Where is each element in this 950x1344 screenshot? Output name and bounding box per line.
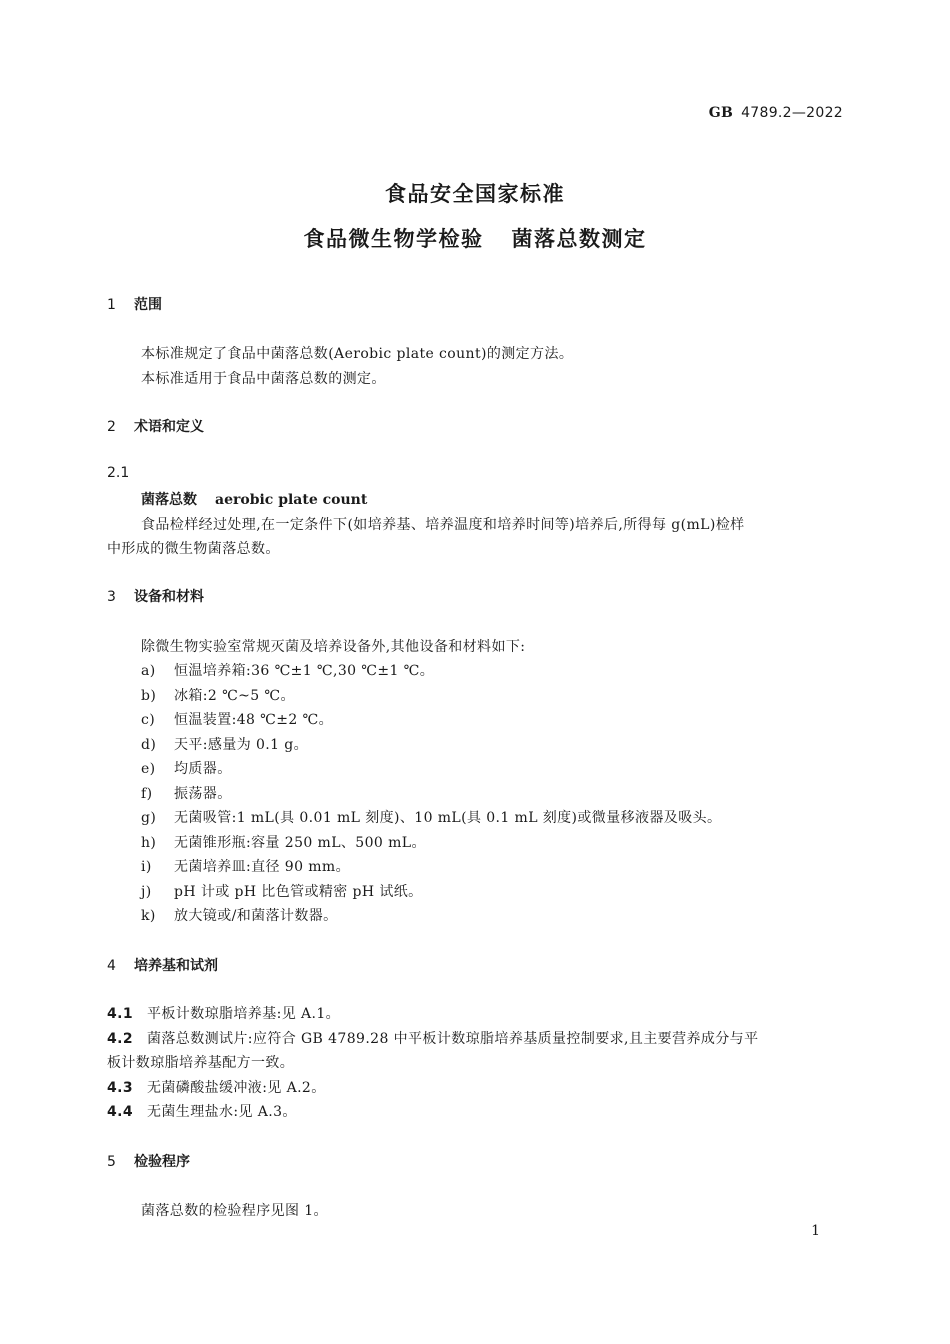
section-title: 术语和定义 (134, 419, 204, 435)
paragraph: 本标准规定了食品中菌落总数(Aerobic plate count)的测定方法。 (141, 346, 574, 362)
section-1-heading (107, 294, 162, 314)
clause-text: 无菌生理盐水:见 A.3。 (147, 1104, 297, 1120)
section-number: 3 (107, 589, 116, 605)
item-marker: k) (141, 908, 156, 924)
section-number: 2 (107, 419, 116, 435)
clause-continuation (107, 1052, 294, 1072)
clause-text: 无菌磷酸盐缓冲液:见 A.2。 (147, 1079, 326, 1096)
equipment-item (141, 807, 721, 827)
standard-number (709, 105, 843, 121)
subsection-number: 2.1 (107, 465, 130, 481)
page-number: 1 (811, 1223, 820, 1239)
title-part-a: 食品微生物学检验 (303, 227, 484, 251)
item-marker: j) (141, 883, 152, 900)
item-text: 恒温装置:48 ℃±2 ℃。 (174, 712, 333, 728)
item-text: pH 计或 pH 比色管或精密 pH 试纸。 (174, 883, 423, 900)
item-marker: e) (141, 761, 156, 777)
clause-text: 菌落总数测试片:应符合 GB 4789.28 中平板计数琼脂培养基质量控制要求,且主要营养成分与平 (147, 1030, 759, 1047)
standard-prefix: GB (708, 105, 734, 121)
section-title: 设备和材料 (134, 589, 204, 605)
paragraph: 菌落总数的检验程序见图 1。 (141, 1203, 328, 1219)
clause-item (107, 1101, 297, 1121)
item-text: 放大镜或/和菌落计数器。 (174, 908, 338, 924)
equipment-item (141, 709, 333, 729)
item-marker: g) (141, 810, 157, 826)
clause-text: 板计数琼脂培养基配方一致。 (107, 1055, 295, 1071)
standard-code: 4789.2—2022 (741, 105, 843, 121)
section-title: 培养基和试剂 (134, 958, 218, 974)
item-marker: b) (141, 687, 157, 704)
item-text: 无菌锥形瓶:容量 250 mL、500 mL。 (174, 834, 426, 851)
section-3-heading (107, 586, 204, 606)
section-number: 5 (107, 1154, 116, 1170)
list-intro: 除微生物实验室常规灭菌及培养设备外,其他设备和材料如下: (141, 639, 526, 655)
clause-text: 平板计数琼脂培养基:见 A.1。 (147, 1006, 341, 1022)
paragraph: 本标准适用于食品中菌落总数的测定。 (141, 371, 386, 387)
equipment-item (141, 734, 308, 754)
term-entry (141, 489, 367, 509)
section-number: 4 (107, 958, 116, 974)
section-4-heading (107, 955, 218, 975)
document-title-line1: 食品安全国家标准 (385, 182, 565, 206)
definition-line2: 中形成的微生物菌落总数。 (107, 541, 280, 557)
item-marker: f) (141, 785, 153, 802)
term-english: aerobic plate count (215, 492, 368, 508)
item-marker: d) (141, 736, 157, 753)
clause-number: 4.1 (107, 1006, 134, 1022)
item-text: 恒温培养箱:36 ℃±1 ℃,30 ℃±1 ℃。 (174, 663, 435, 679)
item-text: 天平:感量为 0.1 g。 (174, 736, 309, 753)
item-marker: c) (141, 712, 156, 728)
item-text: 均质器。 (174, 761, 232, 777)
clause-item (107, 1077, 326, 1097)
item-text: 无菌培养皿:直径 90 mm。 (174, 859, 350, 875)
clause-number: 4.3 (107, 1079, 134, 1096)
equipment-item (141, 881, 423, 901)
title-part-b: 菌落总数测定 (511, 227, 647, 251)
section-title: 范围 (134, 297, 162, 313)
section-number: 1 (107, 297, 116, 313)
item-marker: a) (141, 663, 156, 679)
equipment-item (141, 660, 434, 680)
item-text: 振荡器。 (174, 785, 232, 802)
clause-number: 4.4 (107, 1104, 134, 1120)
item-marker: h) (141, 834, 157, 851)
equipment-item (141, 856, 350, 876)
section-title: 检验程序 (134, 1154, 190, 1170)
item-text: 冰箱:2 ℃~5 ℃。 (174, 687, 295, 704)
clause-number: 4.2 (107, 1030, 134, 1047)
clause-item (107, 1003, 340, 1023)
item-marker: i) (141, 859, 152, 875)
document-title-line2 (0, 223, 950, 253)
equipment-item (141, 783, 232, 803)
clause-item (107, 1028, 758, 1048)
item-text: 无菌吸管:1 mL(具 0.01 mL 刻度)、10 mL(具 0.1 mL 刻度)或微量移液器及吸头。 (174, 810, 722, 826)
term-chinese: 菌落总数 (141, 492, 197, 508)
equipment-item (141, 685, 295, 705)
equipment-item (141, 905, 338, 925)
equipment-item (141, 832, 426, 852)
section-2-heading (107, 416, 204, 436)
definition-line1: 食品检样经过处理,在一定条件下(如培养基、培养温度和培养时间等)培养后,所得每 g(mL)检样 (141, 517, 745, 533)
equipment-item (141, 758, 232, 778)
section-5-heading (107, 1151, 190, 1171)
